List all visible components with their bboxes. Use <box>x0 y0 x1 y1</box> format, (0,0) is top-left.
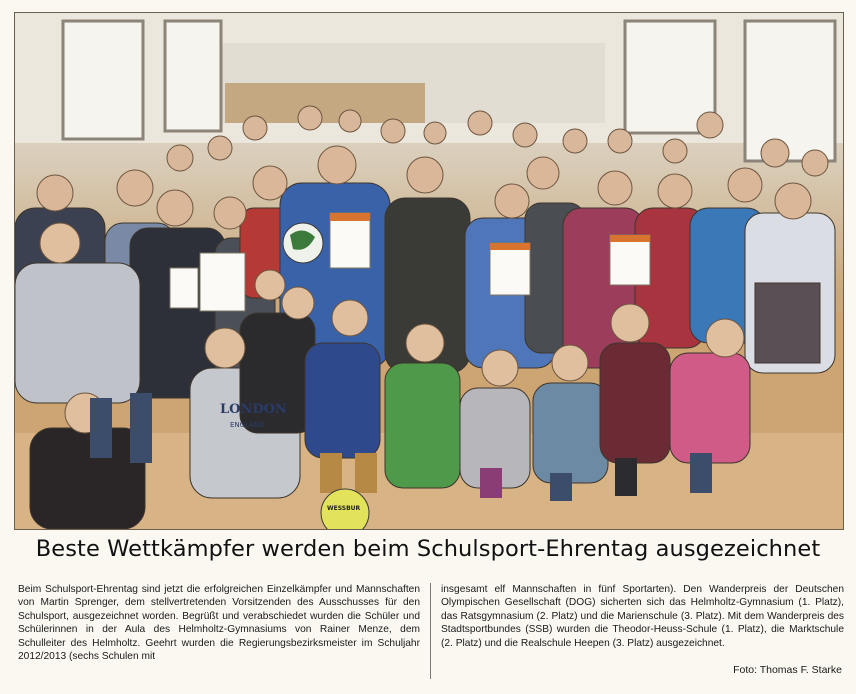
sweatshirt-subtext: ENGLAND <box>230 421 265 429</box>
soccer-ball-held <box>283 223 323 263</box>
window-left <box>63 21 221 139</box>
ball-text: WESSBUR <box>327 505 361 512</box>
article-column-right: insgesamt elf Mannschaften in fünf Sportarten). Den Wanderpreis der Deutschen Olympischen Gesellschaft (DOG) sicherten sich das Helmholtz-Gymnasium (1. Platz), das Ratsgymnasium (2. Platz) und die Marienschule (3. Platz). Mit dem Wanderpreis des Stadtsportbundes (SSB) wurden die Theodor-Heuss-Schule (1. Platz), die Marktschule (2. Platz) und die Realschule Heepen (3. Platz) ausgezeichnet. <box>441 584 844 649</box>
article-column-left: Beim Schulsport-Ehrentag sind jetzt die erfolgreichen Einzelkämpfer und Mannschaften von Martin Sprenger, dem stellvertretenden Vorsitzenden des Ausschusses für den Schulsport, ausgezeichnet worden. Begrüßt und verabschiedet wurden die Schüler und Schülerinnen in der Aula des Helmholtz-Gymnasiums von Rainer Menze, dem Schulleiter des Helmholtz. Geehrt wurden die Regierungsbezirksmeister im Schuljahr 2012/2013 (sechs Schulen mit <box>18 583 431 679</box>
article-headline: Beste Wettkämpfer werden beim Schulsport-Ehrentag ausgezeichnet <box>35 536 821 562</box>
article-body <box>18 583 844 679</box>
photo-credit: Foto: Thomas F. Starke <box>733 664 842 676</box>
group-photo <box>14 12 844 530</box>
sweatshirt-text: LONDON <box>220 402 287 417</box>
